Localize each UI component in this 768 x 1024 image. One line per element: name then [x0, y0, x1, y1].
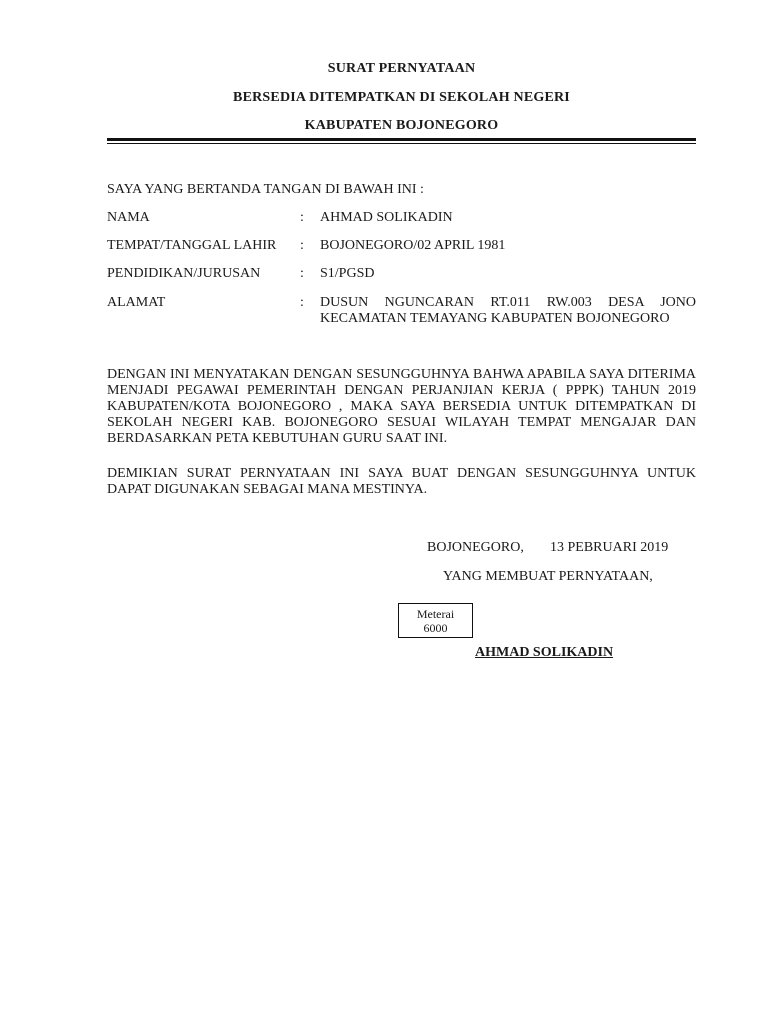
field-colon-pendidikan: : — [300, 266, 304, 281]
header-divider-thin — [107, 143, 696, 144]
stamp-box — [398, 603, 473, 638]
closing-paragraph: DEMIKIAN SURAT PERNYATAAN INI SAYA BUAT DENGAN SESUNGGUHNYA UNTUK DAPAT DIGUNAKAN SEBAGAI MANA MESTINYA. — [107, 466, 696, 497]
field-colon-alamat: : — [300, 295, 304, 310]
signing-place: BOJONEGORO, — [427, 540, 524, 555]
field-value-nama: AHMAD SOLIKADIN — [320, 210, 453, 225]
signer-name: AHMAD SOLIKADIN — [475, 645, 614, 660]
document-region: KABUPATEN BOJONEGORO — [304, 118, 499, 133]
maker-label: YANG MEMBUAT PERNYATAAN, — [443, 569, 653, 584]
intro-text: SAYA YANG BERTANDA TANGAN DI BAWAH INI : — [107, 182, 424, 197]
stamp-label: Meterai — [416, 607, 455, 621]
field-colon-nama: : — [300, 210, 304, 225]
field-colon-ttl: : — [300, 238, 304, 253]
field-label-alamat: ALAMAT — [107, 295, 166, 310]
signing-date: 13 PEBRUARI 2019 — [550, 540, 669, 555]
stamp-value: 6000 — [423, 621, 448, 635]
statement-paragraph: DENGAN INI MENYATAKAN DENGAN SESUNGGUHNYA BAHWA APABILA SAYA DITERIMA MENJADI PEGAWAI PEMERINTAH DENGAN PERJANJIAN KERJA ( PPPK) TAHUN 2019 KABUPATEN/KOTA BOJONEGORO , MAKA SAYA BERSEDIA UNTUK DITEMPATKAN DI SEKOLAH NEGERI KAB. BOJONEGORO SESUAI WILAYAH TEMPAT MENGAJAR DAN BERDASARKAN PETA KEBUTUHAN GURU SAAT INI. — [107, 367, 696, 446]
field-label-ttl: TEMPAT/TANGGAL LAHIR — [107, 238, 277, 253]
field-label-nama: NAMA — [107, 210, 150, 225]
header-divider-thick — [107, 138, 696, 141]
field-value-ttl: BOJONEGORO/02 APRIL 1981 — [320, 238, 506, 253]
field-value-alamat: DUSUN NGUNCARAN RT.011 RW.003 DESA JONO KECAMATAN TEMAYANG KABUPATEN BOJONEGORO — [320, 295, 696, 326]
field-value-pendidikan: S1/PGSD — [320, 266, 375, 281]
document-subtitle: BERSEDIA DITEMPATKAN DI SEKOLAH NEGERI — [233, 90, 570, 105]
field-label-pendidikan: PENDIDIKAN/JURUSAN — [107, 266, 261, 281]
document-title: SURAT PERNYATAAN — [327, 61, 476, 76]
